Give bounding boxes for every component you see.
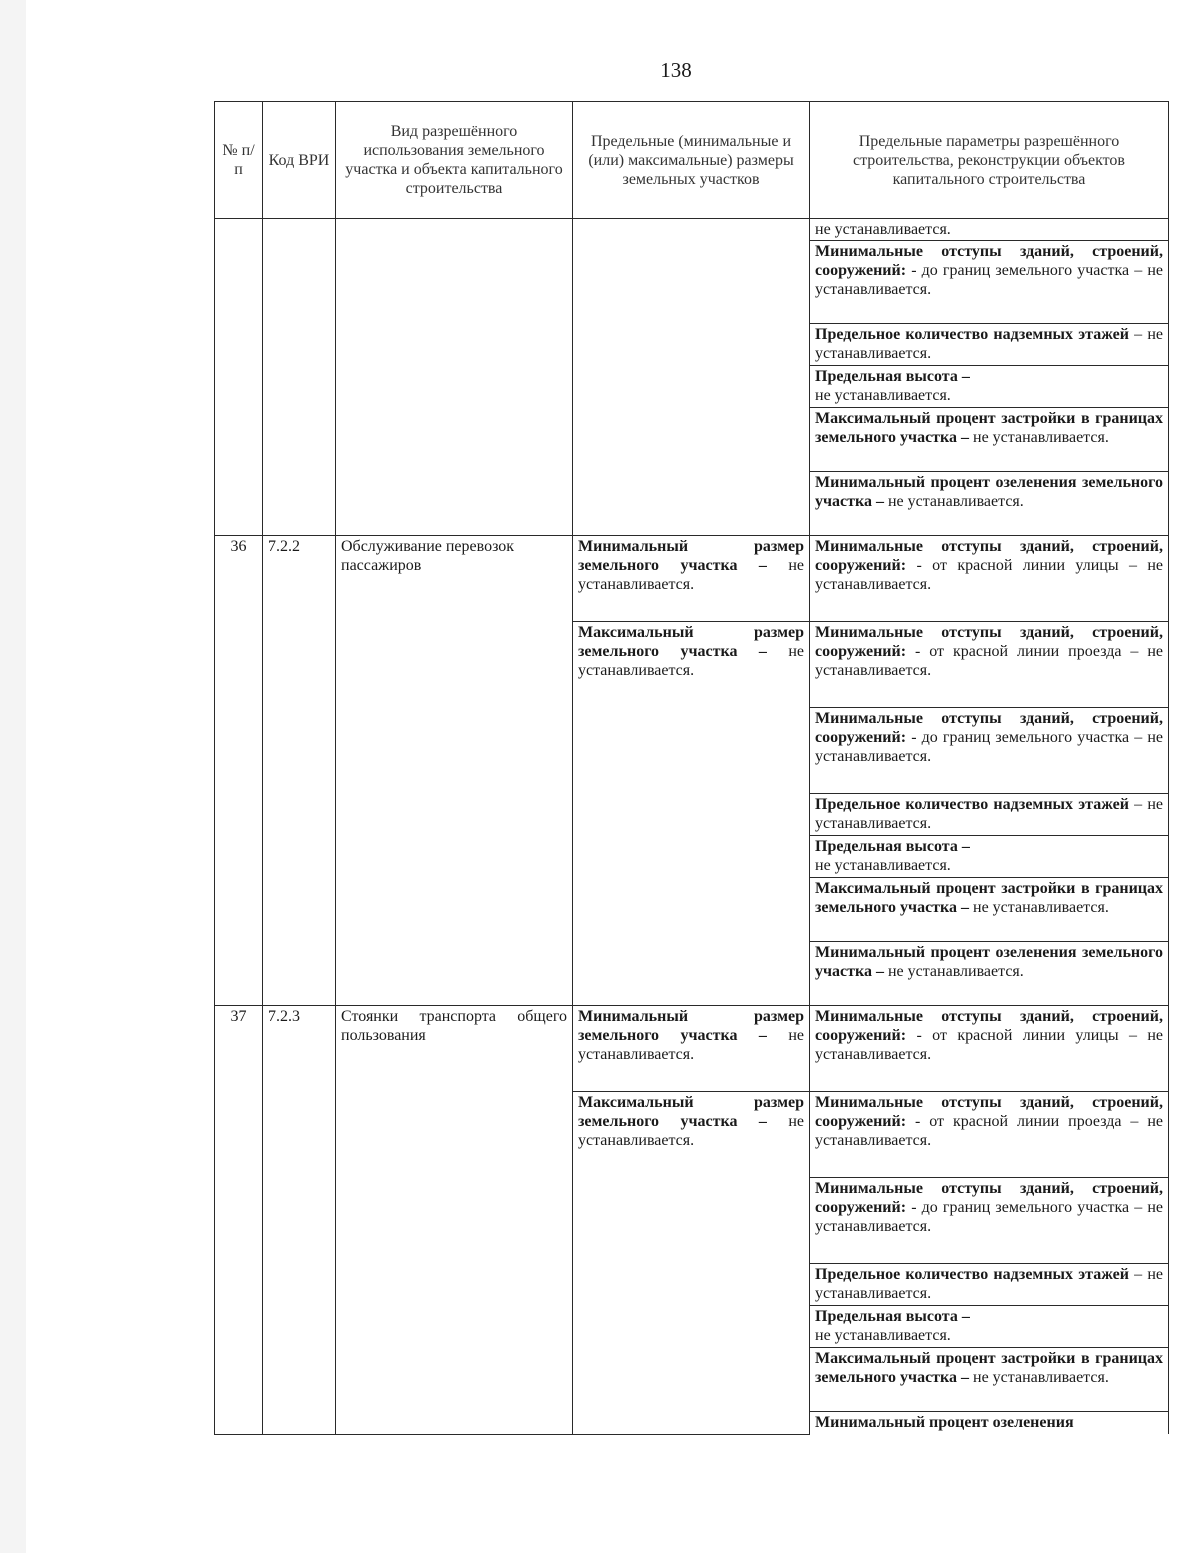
param-label: Минимальный процент озеленения земельного участка – [815, 474, 1163, 510]
row-use: Стоянки транспорта общего пользования [336, 1006, 573, 1435]
param-value: не устанавливается. [887, 493, 1024, 510]
param-cell [810, 1092, 1169, 1178]
table-row [215, 1006, 1169, 1092]
cell-code [263, 219, 336, 536]
param-cell [810, 836, 1169, 878]
param-cell [810, 1348, 1169, 1412]
size-value: не устанавливается. [578, 557, 804, 593]
param-label: Предельное количество надземных этажей [815, 1266, 1129, 1283]
size-label: Максимальный размер земельного участка – [578, 1094, 804, 1130]
param-cell [810, 1264, 1169, 1306]
param-cell [810, 1306, 1169, 1348]
param-label: Предельная высота – [815, 1308, 970, 1325]
param-cell [810, 622, 1169, 708]
param-label: Минимальные отступы зданий, строений, сооружений: [815, 243, 1163, 279]
param-value: - до границ земельного участка – не устанавливается. [815, 1199, 1164, 1235]
size-label: Минимальный размер земельного участка – [578, 538, 804, 574]
header-use: Вид разрешённого использования земельного участка и объекта капитального строительства [336, 102, 573, 219]
param-label: Максимальный процент застройки в границах земельного участка – [815, 880, 1163, 916]
param-label: Минимальный процент озеленения земельного участка – [815, 944, 1163, 980]
param-value: - от красной линии проезда – не устанавливается. [815, 643, 1164, 679]
param-cell [810, 219, 1169, 241]
param-label: Предельная высота – [815, 368, 970, 385]
param-cell [810, 1178, 1169, 1264]
param-label: Минимальные отступы зданий, строений, сооружений: [815, 1008, 1163, 1044]
table-row [215, 536, 1169, 622]
land-use-table [214, 101, 1169, 1435]
param-value: - от красной линии улицы – не устанавливается. [815, 557, 1164, 593]
param-value: не устанавливается. [815, 1327, 951, 1344]
cell-size [573, 219, 810, 536]
header-code: Код ВРИ [263, 102, 336, 219]
param-cell [810, 794, 1169, 836]
table-row [215, 219, 1169, 241]
param-cell [810, 708, 1169, 794]
row-number: 37 [215, 1006, 263, 1435]
param-value: – не устанавливается. [815, 326, 1163, 362]
param-cell [810, 942, 1169, 1006]
cell-use [336, 219, 573, 536]
param-value: – не устанавливается. [815, 796, 1163, 832]
param-cell [810, 1412, 1169, 1435]
param-cell [810, 1006, 1169, 1092]
param-value: - от красной линии улицы – не устанавливается. [815, 1027, 1164, 1063]
size-cell [573, 1092, 810, 1435]
row-code: 7.2.3 [263, 1006, 336, 1435]
size-value: не устанавливается. [578, 1027, 804, 1063]
header-params: Предельные параметры разрешённого строительства, реконструкции объектов капитального строительства [810, 102, 1169, 219]
param-label: Минимальные отступы зданий, строений, сооружений: [815, 624, 1163, 660]
cell-num [215, 219, 263, 536]
param-value: - до границ земельного участка – не устанавливается. [815, 729, 1164, 765]
param-cell [810, 408, 1169, 472]
param-label: Предельное количество надземных этажей [815, 796, 1129, 813]
row-code: 7.2.2 [263, 536, 336, 1006]
row-use: Обслуживание перевозок пассажиров [336, 536, 573, 1006]
param-cell [810, 472, 1169, 536]
param-value: – не устанавливается. [815, 1266, 1163, 1302]
row-number: 36 [215, 536, 263, 1006]
param-value: не устанавливается. [973, 899, 1109, 916]
param-cell [810, 241, 1169, 324]
size-label: Минимальный размер земельного участка – [578, 1008, 804, 1044]
param-label: Минимальные отступы зданий, строений, сооружений: [815, 1094, 1163, 1130]
header-size: Предельные (минимальные и (или) максимальные) размеры земельных участков [573, 102, 810, 219]
size-label: Максимальный размер земельного участка – [578, 624, 804, 660]
param-value: не устанавливается. [973, 1369, 1109, 1386]
page-number: 138 [660, 58, 692, 82]
param-label: Минимальные отступы зданий, строений, сооружений: [815, 1180, 1163, 1216]
param-label: Максимальный процент застройки в границах земельного участка – [815, 1350, 1163, 1386]
header-row [215, 102, 1169, 219]
param-value: не устанавливается. [887, 963, 1024, 980]
size-value: не устанавливается. [578, 643, 804, 679]
param-value: не устанавливается. [815, 857, 951, 874]
param-label: Максимальный процент застройки в границах земельного участка – [815, 410, 1163, 446]
param-cell [810, 324, 1169, 366]
param-value: - до границ земельного участка – не устанавливается. [815, 262, 1164, 298]
param-value: не устанавливается. [815, 387, 951, 404]
size-cell [573, 622, 810, 1006]
param-cell [810, 878, 1169, 942]
param-label: Минимальные отступы зданий, строений, сооружений: [815, 710, 1163, 746]
param-label: Предельная высота – [815, 838, 970, 855]
param-value: не устанавливается. [815, 221, 951, 238]
scan-margin [0, 0, 26, 1553]
param-cell [810, 366, 1169, 408]
param-value: не устанавливается. [973, 429, 1109, 446]
param-value: - от красной линии проезда – не устанавливается. [815, 1113, 1164, 1149]
header-num: № п/п [215, 102, 263, 219]
param-label: Предельное количество надземных этажей [815, 326, 1129, 343]
param-label: Минимальный процент озеленения [815, 1414, 1074, 1431]
param-cell [810, 536, 1169, 622]
size-cell [573, 1006, 810, 1092]
size-value: не устанавливается. [578, 1113, 804, 1149]
size-cell [573, 536, 810, 622]
param-label: Минимальные отступы зданий, строений, сооружений: [815, 538, 1163, 574]
